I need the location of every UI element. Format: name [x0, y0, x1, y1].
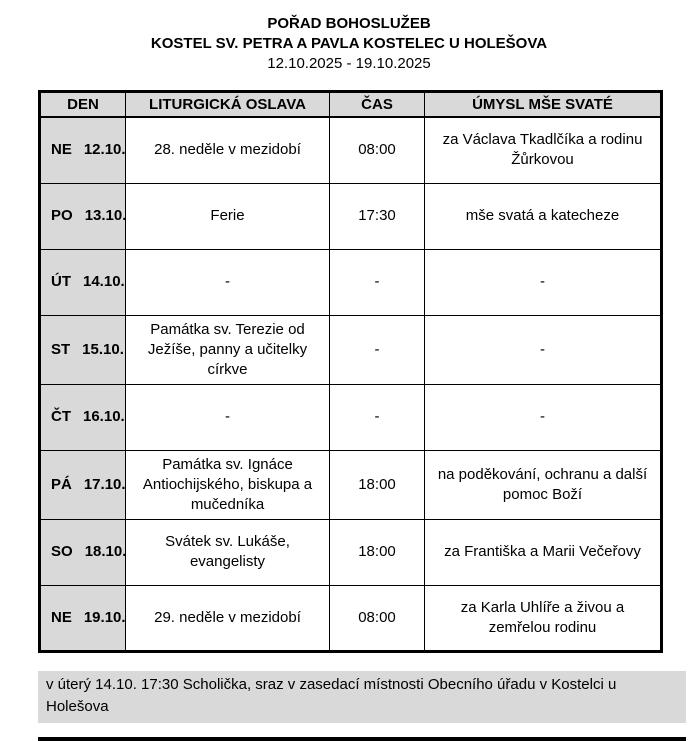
day-cell: [40, 519, 126, 585]
table-row: [40, 519, 662, 585]
table-header-row: [40, 92, 662, 118]
table-row: [40, 384, 662, 450]
column-header-cas: ČAS: [330, 92, 425, 118]
intention-cell: za Karla Uhlíře a živou a zemřelou rodinu: [425, 585, 662, 651]
table-row: [40, 585, 662, 651]
day-abbr: ST: [51, 340, 71, 358]
column-header-den: DEN: [40, 92, 126, 118]
footer-note: v úterý 14.10. 17:30 Scholička, sraz v zasedací místnosti Obecního úřadu v Kostelci u Holešova: [38, 671, 686, 723]
feast-cell: Svátek sv. Lukáše, evangelisty: [126, 519, 330, 585]
table-row: [40, 249, 662, 315]
feast-cell: 29. neděle v mezidobí: [126, 585, 330, 651]
day-abbr: PO: [51, 207, 73, 224]
time-cell: 18:00: [330, 450, 425, 519]
feast-cell: 28. neděle v mezidobí: [126, 117, 330, 183]
table-row: [40, 183, 662, 249]
intention-cell: -: [425, 315, 662, 384]
table-row: [40, 315, 662, 384]
intention-cell: na poděkování, ochranu a další pomoc Boží: [425, 450, 662, 519]
time-cell: 08:00: [330, 117, 425, 183]
day-date: 18.10.: [84, 543, 127, 560]
mass-schedule-table: [38, 90, 663, 653]
column-header-umysl: ÚMYSL MŠE SVATÉ: [425, 92, 662, 118]
table-row: [40, 117, 662, 183]
schedule-title: POŘAD BOHOSLUŽEB: [267, 15, 431, 32]
time-cell: -: [330, 315, 425, 384]
day-cell: [40, 585, 126, 651]
feast-cell: Památka sv. Ignáce Antiochijského, biskupa a mučedníka: [126, 450, 330, 519]
day-cell: [40, 249, 126, 315]
feast-cell: Památka sv. Terezie od Ježíše, panny a učitelky církve: [126, 315, 330, 384]
day-date: 17.10.: [83, 475, 126, 493]
day-date: 19.10.: [83, 608, 126, 626]
time-cell: 08:00: [330, 585, 425, 651]
day-date: 15.10.: [82, 340, 124, 358]
time-cell: 17:30: [330, 183, 425, 249]
intention-cell: -: [425, 384, 662, 450]
table-row: [40, 450, 662, 519]
intention-cell: za Václava Tkadlčíka a rodinu Žůrkovou: [425, 117, 662, 183]
time-cell: -: [330, 249, 425, 315]
date-range: 12.10.2025 - 19.10.2025: [267, 55, 431, 72]
day-date: 16.10.: [83, 408, 125, 425]
feast-cell: Ferie: [126, 183, 330, 249]
intention-cell: -: [425, 249, 662, 315]
column-header-liturgicka-oslava: LITURGICKÁ OSLAVA: [126, 92, 330, 118]
day-abbr: ÚT: [51, 273, 71, 290]
day-date: 14.10.: [83, 273, 125, 290]
day-abbr: SO: [51, 543, 73, 560]
day-date: 12.10.: [83, 141, 126, 159]
time-cell: -: [330, 384, 425, 450]
church-name: KOSTEL SV. PETRA A PAVLA KOSTELEC U HOLEŠOVA: [150, 35, 548, 52]
page-header: [0, 0, 698, 74]
intention-cell: za Františka a Marii Večeřovy: [425, 519, 662, 585]
day-abbr: PÁ: [51, 475, 72, 493]
day-cell: [40, 117, 126, 183]
day-abbr: ČT: [51, 408, 71, 425]
bottom-divider: [38, 737, 686, 741]
intention-cell: mše svatá a katecheze: [425, 183, 662, 249]
day-abbr: NE: [51, 608, 72, 626]
feast-cell: -: [126, 384, 330, 450]
day-date: 13.10.: [84, 207, 127, 224]
day-cell: [40, 183, 126, 249]
day-abbr: NE: [51, 141, 72, 159]
day-cell: [40, 450, 126, 519]
time-cell: 18:00: [330, 519, 425, 585]
day-cell: [40, 384, 126, 450]
feast-cell: -: [126, 249, 330, 315]
day-cell: [40, 315, 126, 384]
